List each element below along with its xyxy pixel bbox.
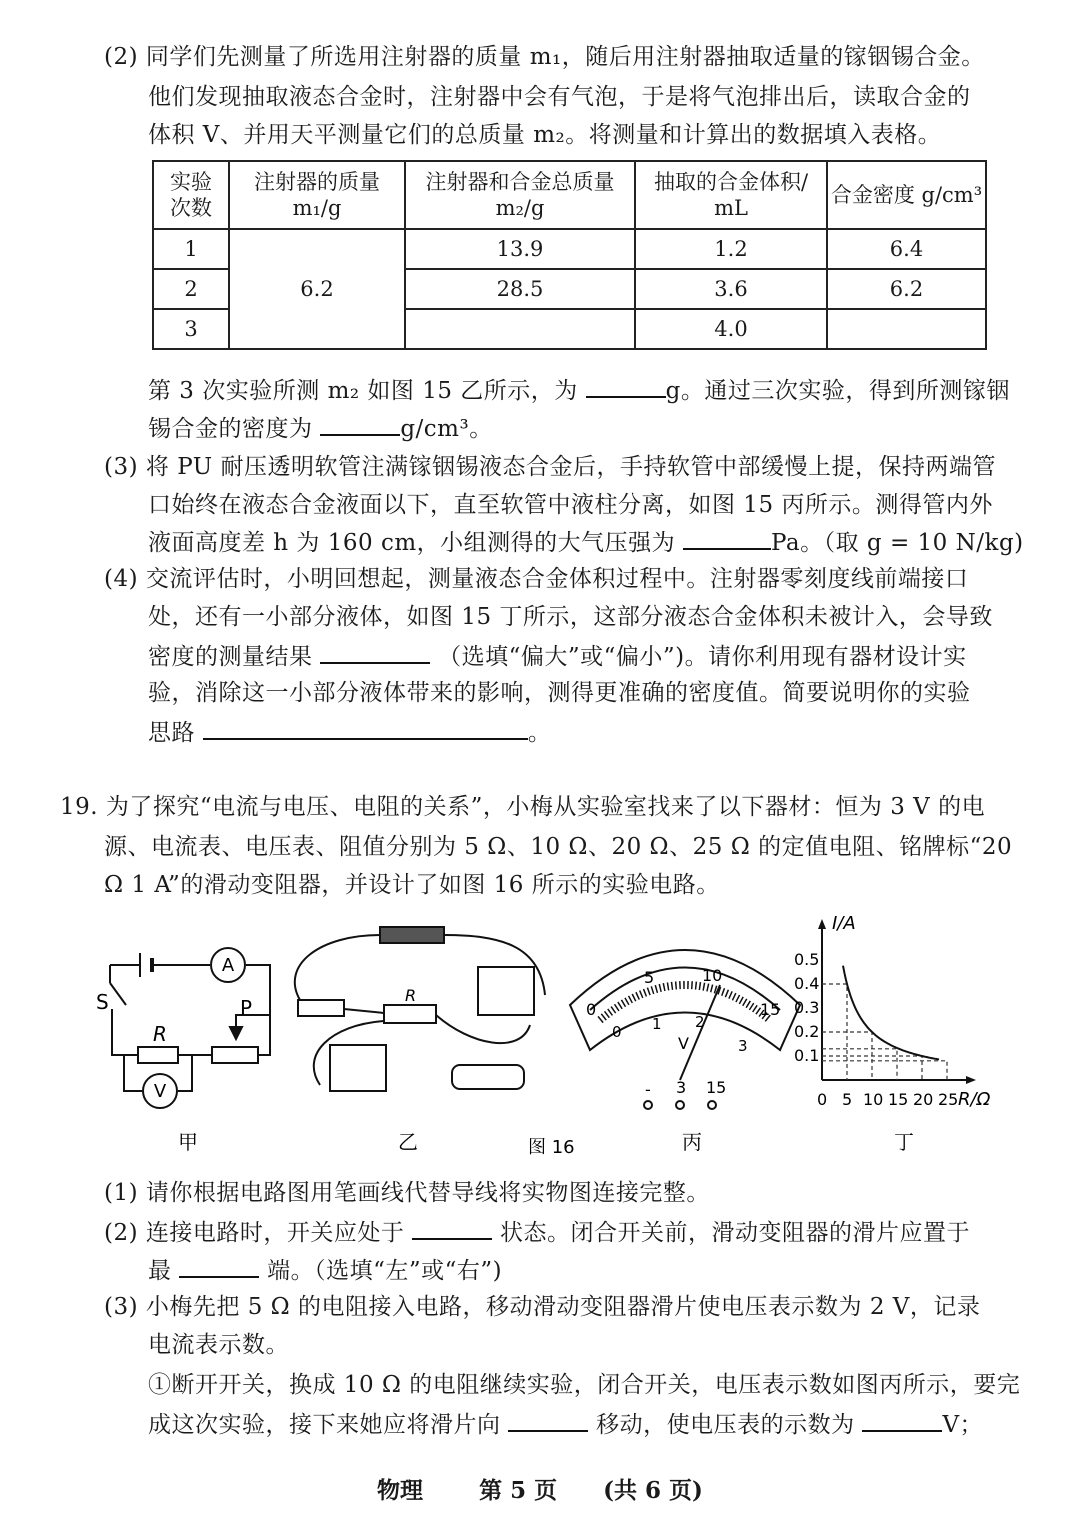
rheostat-part xyxy=(452,1065,524,1089)
ammeter-label: A xyxy=(221,955,235,976)
header-volume: 抽取的合金体积/ mL xyxy=(635,161,827,229)
slider-label: P xyxy=(240,996,253,1020)
graph-ytick-0.1: 0.1 xyxy=(794,1046,820,1065)
q19-line1: 19. 为了探究“电流与电压、电阻的关系”，小梅从实验室找来了以下器材：恒为 3 V 的电 xyxy=(60,794,986,820)
q18-p3-line3 xyxy=(148,526,1024,558)
voltmeter-part xyxy=(330,1045,386,1091)
q19-p2-line2 xyxy=(148,1254,502,1286)
q19-p2-text-b: 状态。闭合开关前，滑动变阻器的滑片应置于 xyxy=(500,1220,971,1246)
q18-p4-line2: 处，还有一小部分液体，如图 15 丁所示，这部分液态合金体积未被计入，会导致 xyxy=(148,604,993,630)
q19-p2-line1 xyxy=(104,1216,970,1248)
label-bing: 丙 xyxy=(682,1130,702,1154)
after-table-line2 xyxy=(148,412,493,444)
q19-p2-text-a: (2) 连接电路时，开关应处于 xyxy=(104,1220,405,1246)
apparatus-resistor-label: R xyxy=(405,986,417,1005)
row1-m2: 13.9 xyxy=(405,229,635,269)
row2-density: 6.2 xyxy=(827,269,986,309)
graph-xtick-0: 0 xyxy=(817,1090,828,1109)
dial-upper-5: 5 xyxy=(644,968,655,987)
resistor-part xyxy=(384,1005,436,1023)
data-table xyxy=(152,160,987,350)
dial-upper-10: 10 xyxy=(702,966,723,985)
q18-p3-text-a: 液面高度差 h 为 160 cm，小组测得的大气压强为 xyxy=(148,530,676,556)
answer-blank-idea[interactable] xyxy=(203,716,528,740)
graph-ylabel: I/A xyxy=(832,913,856,934)
q19-p3-line4 xyxy=(148,1408,983,1440)
after-table-line1 xyxy=(148,374,1010,406)
q18-p4-text-idea: 思路 xyxy=(148,720,195,746)
graph-ytick-0.4: 0.4 xyxy=(794,974,820,993)
graph-xtick-25: 25 xyxy=(938,1090,959,1109)
q19-p3-text-b: 移动，使电压表的示数为 xyxy=(596,1412,855,1438)
ammeter-part xyxy=(478,967,534,1015)
battery-pack xyxy=(380,927,444,943)
q18-p2-line2: 他们发现抽取液态合金时，注射器中会有气泡，于是将气泡排出后，读取合金的 xyxy=(148,84,971,110)
q18-p2-line3: 体积 V、并用天平测量它们的总质量 m₂。将测量和计算出的数据填入表格。 xyxy=(148,122,942,148)
dial-upper-15: 15 xyxy=(760,1000,781,1019)
header-density: 合金密度 g/cm³ xyxy=(827,161,986,229)
resistor-symbol xyxy=(138,1047,178,1063)
graph-curve xyxy=(843,966,939,1060)
after-table-text-b1: 锡合金的密度为 xyxy=(148,416,313,442)
answer-blank-bias[interactable] xyxy=(320,640,430,664)
answer-blank-density[interactable] xyxy=(320,412,400,436)
graph-xtick-5: 5 xyxy=(842,1090,853,1109)
q18-p3-line1: (3) 将 PU 耐压透明软管注满镓铟锡液态合金后，手持软管中部缓慢上提，保持两端管 xyxy=(104,454,996,480)
label-yi: 乙 xyxy=(398,1130,418,1154)
row3-density xyxy=(827,309,986,349)
graph-ytick-0.2: 0.2 xyxy=(794,1022,820,1041)
q19-line2: 源、电流表、电压表、阻值分别为 5 Ω、10 Ω、20 Ω、25 Ω 的定值电阻、铭牌标“20 xyxy=(104,834,1013,860)
row1-volume: 1.2 xyxy=(635,229,827,269)
i-r-graph xyxy=(794,913,991,1110)
voltmeter-label: V xyxy=(153,1081,167,1102)
q18-p4-text-end: 。 xyxy=(527,720,552,746)
q18-p4-line1: (4) 交流评估时，小明回想起，测量液态合金体积过程中。注射器零刻度线前端接口 xyxy=(104,566,969,592)
q18-p3-text-b: Pa。（取 g = 10 N/kg) xyxy=(770,530,1024,556)
footer-subject: 物理 xyxy=(377,1477,424,1504)
circuit-diagram xyxy=(110,948,270,1108)
row3-volume: 4.0 xyxy=(635,309,827,349)
terminal-3: 3 xyxy=(676,1078,687,1097)
q19-p3-line2: 电流表示数。 xyxy=(148,1332,289,1358)
resistor-label: R xyxy=(153,1022,167,1046)
q19-p3-line1: (3) 小梅先把 5 Ω 的电阻接入电路，移动滑动变阻器滑片使电压表示数为 2 V，记录 xyxy=(104,1294,981,1320)
answer-blank-direction[interactable] xyxy=(508,1408,588,1432)
graph-guide-25 xyxy=(822,1061,947,1080)
header-syringe-mass: 注射器的质量 m₁/g xyxy=(229,161,405,229)
figure-caption: 图 16 xyxy=(528,1137,575,1158)
row3-trial: 3 xyxy=(153,309,229,349)
graph-xlabel: R/Ω xyxy=(958,1089,991,1110)
figure-16 xyxy=(0,905,1080,1165)
syringe-mass-cell: 6.2 xyxy=(229,229,405,349)
rheostat-symbol xyxy=(212,1047,258,1063)
graph-xtick-15: 15 xyxy=(888,1090,909,1109)
answer-blank-voltage[interactable] xyxy=(862,1408,942,1432)
answer-blank-slider-end[interactable] xyxy=(179,1254,259,1278)
graph-ytick-0.5: 0.5 xyxy=(794,950,820,969)
q18-p4-line3 xyxy=(148,640,967,672)
q18-p4-text-b: （选填“偏大”或“偏小”)。请你利用现有器材设计实 xyxy=(438,644,967,670)
q19-p2-text-d: 端。（选填“左”或“右”) xyxy=(267,1258,503,1284)
switch-part xyxy=(298,1000,344,1016)
row2-m2: 28.5 xyxy=(405,269,635,309)
page-footer xyxy=(0,1472,1080,1505)
dial-lower-1: 1 xyxy=(652,1015,662,1033)
answer-blank-pressure[interactable] xyxy=(683,526,771,550)
graph-guide-15 xyxy=(822,1049,897,1080)
apparatus-drawing xyxy=(295,927,545,1091)
q19-line3: Ω 1 A”的滑动变阻器，并设计了如图 16 所示的实验电路。 xyxy=(104,872,720,898)
after-table-text-a2: g。通过三次实验，得到所测镓铟 xyxy=(665,378,1010,404)
q18-p2-line1: (2) 同学们先测量了所选用注射器的质量 m₁，随后用注射器抽取适量的镓铟锡合金。 xyxy=(104,44,985,70)
label-jia: 甲 xyxy=(178,1130,198,1154)
q19-p3-text-c: V； xyxy=(942,1412,984,1438)
header-total-mass: 注射器和合金总质量 m₂/g xyxy=(405,161,635,229)
dial-lower-2: 2 xyxy=(695,1013,705,1031)
graph-ytick-0.3: 0.3 xyxy=(794,998,820,1017)
dial-unit: V xyxy=(678,1034,689,1053)
q19-p1: (1) 请你根据电路图用笔画线代替导线将实物图连接完整。 xyxy=(104,1180,710,1206)
row3-m2 xyxy=(405,309,635,349)
answer-blank-switch-state[interactable] xyxy=(412,1216,492,1240)
after-table-text-a1: 第 3 次实验所测 m₂ 如图 15 乙所示，为 xyxy=(148,378,578,404)
dial-lower-3: 3 xyxy=(738,1037,748,1055)
q19-p3-line3: ①断开开关，换成 10 Ω 的电阻继续实验，闭合开关，电压表示数如图丙所示，要完 xyxy=(148,1372,1021,1398)
q18-p4-line5 xyxy=(148,716,551,748)
row2-volume: 3.6 xyxy=(635,269,827,309)
footer-page: 第 5 页 xyxy=(479,1477,558,1504)
q18-p3-line2: 口始终在液态合金液面以下，直至软管中液柱分离，如图 15 丙所示。测得管内外 xyxy=(148,492,993,518)
q19-p3-text-a: 成这次实验，接下来她应将滑片向 xyxy=(148,1412,501,1438)
answer-blank-m2[interactable] xyxy=(586,374,666,398)
dial-upper-0: 0 xyxy=(586,1000,597,1019)
row2-trial: 2 xyxy=(153,269,229,309)
graph-xtick-20: 20 xyxy=(913,1090,934,1109)
switch-label: S xyxy=(96,990,109,1014)
dial-needle xyxy=(680,985,720,1080)
q19-p2-text-c: 最 xyxy=(148,1258,172,1284)
q18-p4-line4: 验，消除这一小部分液体带来的影响，测得更准确的密度值。简要说明你的实验 xyxy=(148,680,971,706)
terminal-minus: - xyxy=(645,1080,651,1099)
footer-total: (共 6 页) xyxy=(603,1477,703,1504)
row1-trial: 1 xyxy=(153,229,229,269)
label-ding: 丁 xyxy=(894,1130,914,1154)
graph-xtick-10: 10 xyxy=(863,1090,884,1109)
dial-lower-0: 0 xyxy=(612,1023,622,1041)
terminal-15: 15 xyxy=(706,1078,727,1097)
row1-density: 6.4 xyxy=(827,229,986,269)
q18-p4-text-a: 密度的测量结果 xyxy=(148,644,313,670)
after-table-text-b2: g/cm³。 xyxy=(400,416,493,442)
header-trial: 实验 次数 xyxy=(153,161,229,229)
